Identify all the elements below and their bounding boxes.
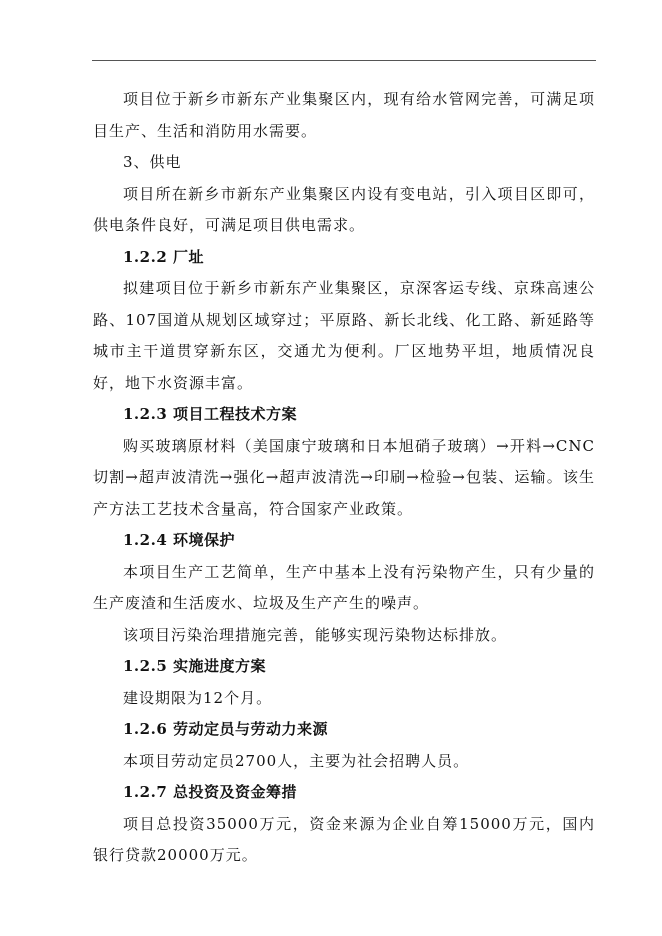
investment-heading: 1.2.7 总投资及资金筹措 bbox=[123, 783, 297, 801]
document-body bbox=[93, 84, 595, 872]
power-supply-paragraph: 项目所在新乡市新东产业集聚区内设有变电站，引入项目区即可，供电条件良好，可满足项目供电需求。 bbox=[93, 184, 595, 234]
technical-plan-heading: 1.2.3 项目工程技术方案 bbox=[123, 405, 297, 423]
header-rule bbox=[92, 60, 596, 61]
site-paragraph: 拟建项目位于新乡市新东产业集聚区，京深客运专线、京珠高速公路、107国道从规划区域穿过；平原路、新长北线、化工路、新延路等城市主干道贯穿新东区，交通尤为便利。厂区地势平坦，地质情况良好，地下水资源丰富。 bbox=[93, 279, 595, 392]
site-heading: 1.2.2 厂址 bbox=[123, 247, 204, 266]
staffing-paragraph: 本项目劳动定员2700人，主要为社会招聘人员。 bbox=[123, 751, 470, 770]
environmental-paragraph-2: 该项目污染治理措施完善，能够实现污染物达标排放。 bbox=[123, 625, 508, 644]
water-supply-paragraph: 项目位于新乡市新东产业集聚区内，现有给水管网完善，可满足项目生产、生活和消防用水需要。 bbox=[93, 90, 595, 140]
investment-paragraph: 项目总投资35000万元，资金来源为企业自筹15000万元，国内银行贷款20000万元。 bbox=[93, 814, 595, 864]
staffing-heading: 1.2.6 劳动定员与劳动力来源 bbox=[123, 720, 328, 738]
schedule-paragraph: 建设期限为12个月。 bbox=[123, 688, 273, 707]
environmental-paragraph-1: 本项目生产工艺简单，生产中基本上没有污染物产生，只有少量的生产废渣和生活废水、垃圾及生产产生的噪声。 bbox=[93, 562, 595, 612]
technical-plan-paragraph: 购买玻璃原材料（美国康宁玻璃和日本旭硝子玻璃）→开料→CNC切割→超声波清洗→强化→超声波清洗→印刷→检验→包装、运输。该生产方法工艺技术含量高，符合国家产业政策。 bbox=[93, 436, 595, 518]
power-supply-subheading: 3、供电 bbox=[123, 153, 182, 171]
environmental-protection-heading: 1.2.4 环境保护 bbox=[123, 531, 235, 549]
schedule-heading: 1.2.5 实施进度方案 bbox=[123, 657, 266, 675]
